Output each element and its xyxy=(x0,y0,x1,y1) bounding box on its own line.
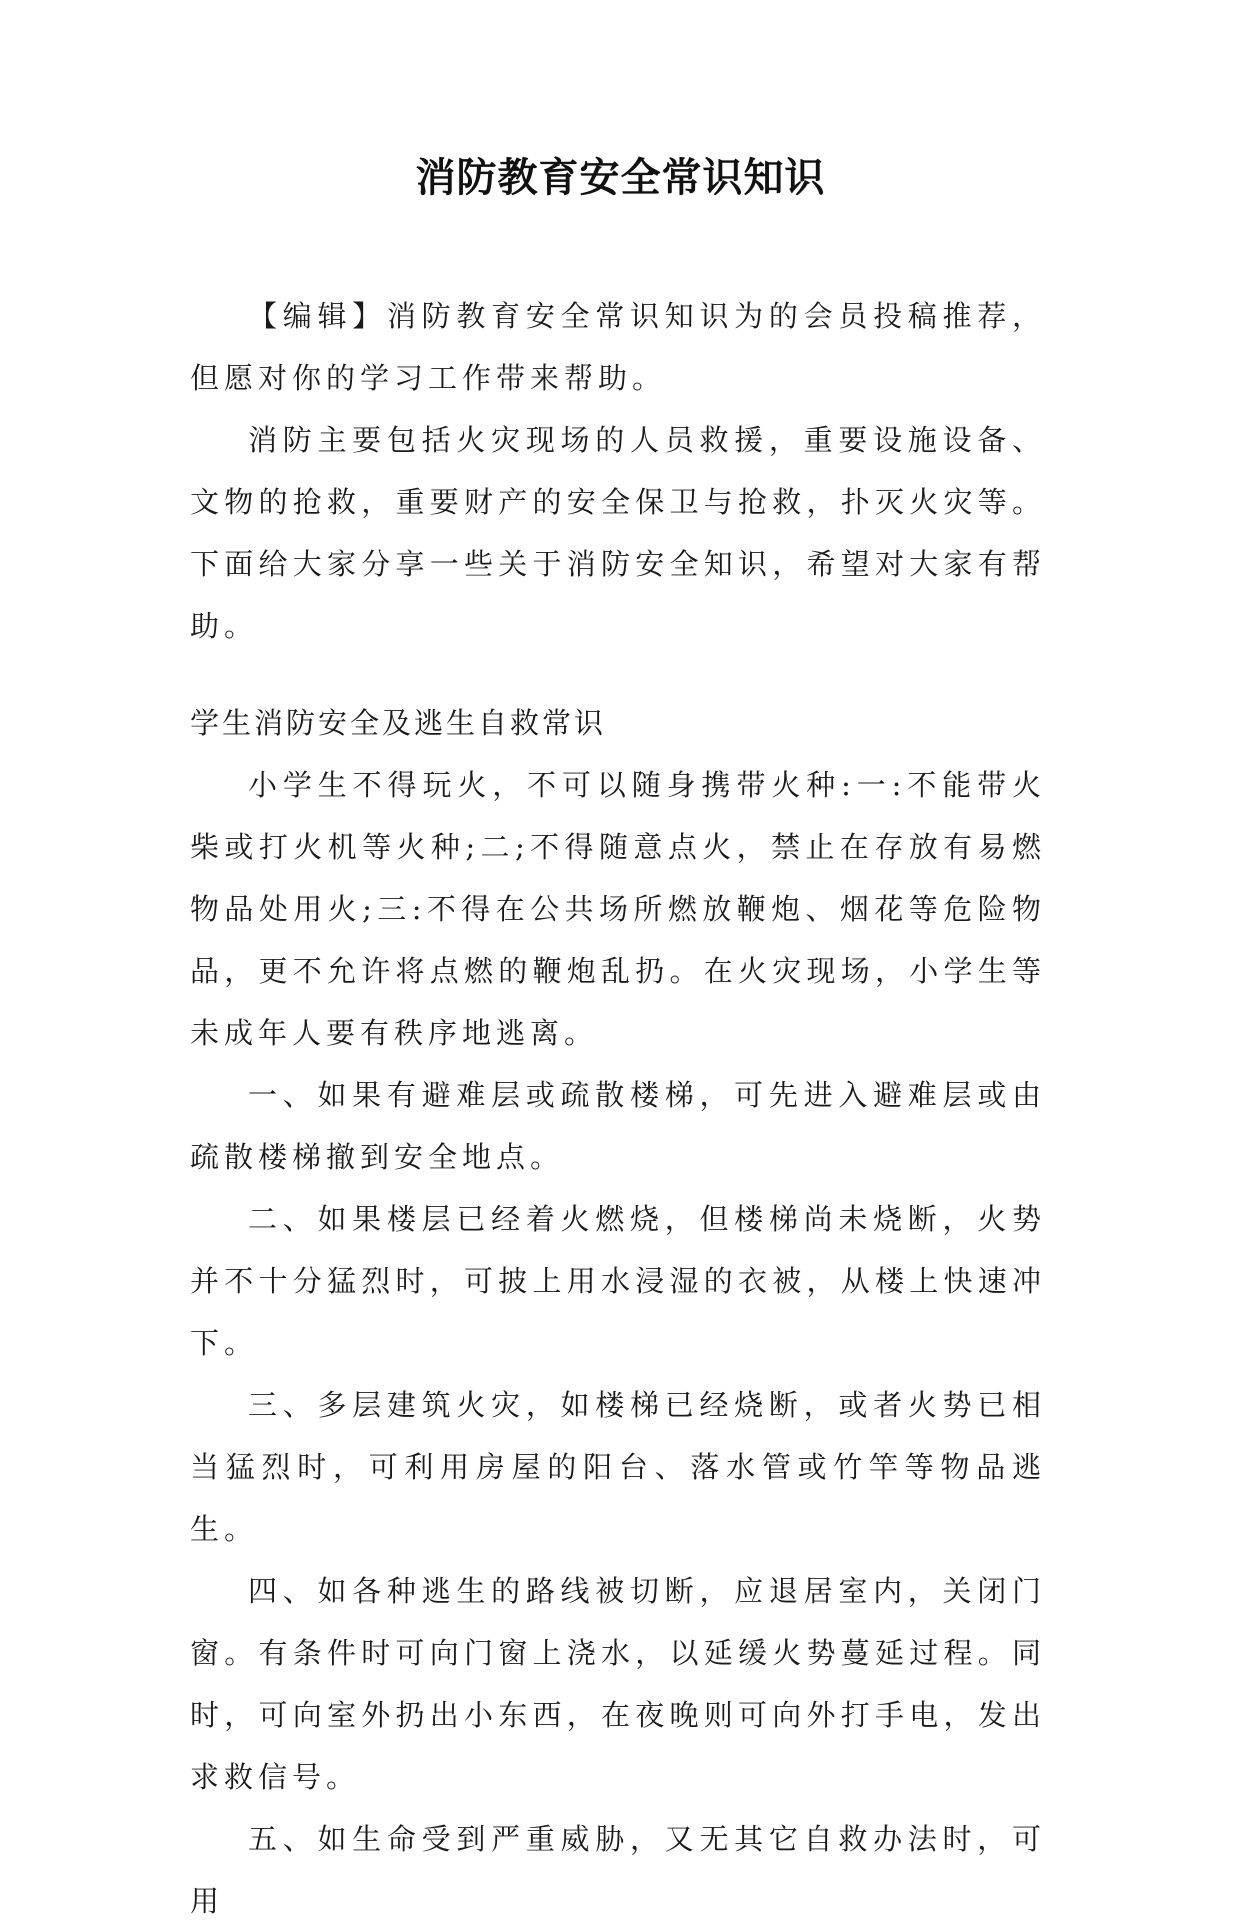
paragraph-fire-rules: 小学生不得玩火，不可以随身携带火种:一:不能带火柴或打火机等火种;二;不得随意点火，禁止在存放有易燃物品处用火;三:不得在公共场所燃放鞭炮、烟花等危险物品，更不允许将点燃的鞭炮乱扔。在火灾现场，小学生等未成年人要有秩序地逃离。 xyxy=(190,768,1046,1050)
paragraph-escape-step-3: 三、多层建筑火灾，如楼梯已经烧断，或者火势已相当猛烈时，可利用房屋的阳台、落水管或竹竿等物品逃生。 xyxy=(190,1388,1046,1546)
section-heading: 学生消防安全及逃生自救常识 xyxy=(190,706,607,740)
paragraph-spacer xyxy=(190,657,1046,692)
paragraph-escape-step-1: 一、如果有避难层或疏散楼梯，可先进入避难层或由疏散楼梯撤到安全地点。 xyxy=(190,1078,1046,1174)
document-title: 消防教育安全常识知识 xyxy=(415,155,826,201)
intro-paragraph-editor-note: 【编辑】消防教育安全常识知识为的会员投稿推荐，但愿对你的学习工作带来帮助。 xyxy=(190,299,1046,395)
document-body xyxy=(190,285,1046,1932)
paragraph-escape-step-4: 四、如各种逃生的路线被切断，应退居室内，关闭门窗。有条件时可向门窗上浇水，以延缓火势蔓延过程。同时，可向室外扔出小东西，在夜晚则可向外打手电，发出求救信号。 xyxy=(190,1574,1046,1794)
paragraph-escape-step-2: 二、如果楼层已经着火燃烧，但楼梯尚未烧断，火势并不十分猛烈时，可披上用水浸湿的衣被，从楼上快速冲下。 xyxy=(190,1202,1046,1360)
paragraph-escape-step-5: 五、如生命受到严重威胁，又无其它自救办法时，可用 xyxy=(190,1822,1046,1918)
intro-paragraph-overview: 消防主要包括火灾现场的人员救援，重要设施设备、文物的抢救，重要财产的安全保卫与抢救，扑灭火灾等。下面给大家分享一些关于消防安全知识，希望对大家有帮助。 xyxy=(190,423,1046,643)
